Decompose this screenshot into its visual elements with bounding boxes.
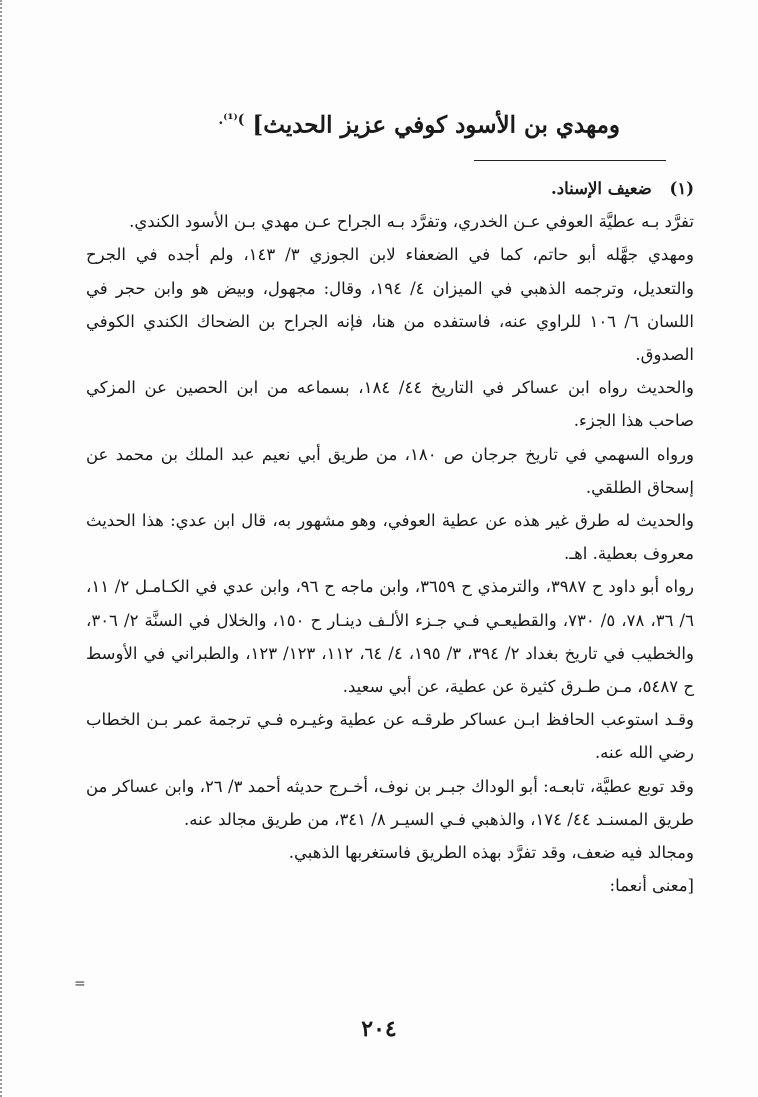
footnote-paragraph: وقد توبع عطيَّة، تابعـه: أبو الوداك جبـر بن نوف، أخـرج حديثه أحمد ٣/ ٢٦، وابن عساكر من طريق المسنـد ٤٤/ ١٧٤، والذهبي فـي السيـر ٨/ ٣٤١، من طريق مجالد عنه.: [86, 776, 694, 829]
footnote-paragraph: ورواه السهمي في تاريخ جرجان ص ١٨٠، من طريق أبي نعيم عبد الملك بن محمد عن إسحاق الطلقي.: [86, 444, 694, 497]
footnote-paragraph: والحديث رواه ابن عساكر في التاريخ ٤٤/ ١٨٤، بسماعه من ابن الحصين عن المزكي صاحب هذا الجزء.: [86, 378, 694, 431]
scan-edge: [0, 0, 10, 1097]
footnote-paragraph: ومجالد فيه ضعف، وقد تفرَّد بهذه الطريق فاستغربها الذهبي.: [288, 843, 694, 863]
footnote-separator: [474, 160, 666, 161]
footnote: [86, 172, 694, 902]
main-text: ومهدي بن الأسود كوفي عزيز الحديث]: [252, 111, 620, 139]
footnote-paragraph: والحديث له طرق غير هذه عن عطية العوفي، وهو مشهور به، قال ابن عدي: هذا الحديث معروف بعطية. اهـ.: [86, 511, 694, 564]
footnote-paragraph: [معنى أنعما:: [609, 876, 694, 896]
footnote-paragraph: تفرَّد بـه عطيَّة العوفي عـن الخدري، وتفرَّد بـه الجراح عـن مهدي بـن الأسود الكندي.: [129, 212, 694, 232]
footnote-number: (١): [669, 179, 694, 198]
main-text-line: [60, 100, 620, 146]
page-number: ٢٠٤: [361, 1016, 397, 1042]
footnote-heading: [86, 172, 694, 205]
footnote-reference: )⁽¹⁾.: [218, 112, 245, 128]
continuation-mark: =: [74, 976, 86, 992]
footnote-grade: ضعيف الإسناد.: [551, 179, 652, 198]
footnote-paragraph: ومهدي جهَّله أبو حاتم، كما في الضعفاء لابن الجوزي ٣/ ١٤٣، ولم أجده في الجرح والتعديل، وترجمه الذهبي في الميزان ٤/ ١٩٤، وقال: مجهول، وبيض هو وابن حجر في اللسان ٦/ ١٠٦ للراوي عنه، فاستفده من هنا، فإنه الجراح بن الضحاك الكندي الكوفي الصدوق.: [86, 245, 694, 365]
footnote-paragraph: وقـد استوعب الحافظ ابـن عساكر طرقـه عن عطية وغيـره فـي ترجمة عمر بـن الخطاب رضي الله عنه.: [86, 710, 694, 763]
footnote-paragraph: رواه أبو داود ح ٣٩٨٧، والترمذي ح ٣٦٥٩، وابن ماجه ح ٩٦، وابن عدي في الكـامـل ٢/ ١١، ٦/ ٣٦، ٧٨، ٥/ ٧٣٠، والقطيعـي فـي جـزء الألـف دينـار ح ١٥٠، والخلال في السنَّة ٢/ ٣٠٦، والخطيب في تاريخ بغداد ٢/ ٣٩٤، ٣/ ١٩٥، ٤/ ٦٤، ١١٢، ١٢٣/ ١٢٣، والطبراني في الأوسط ح ٥٤٨٧، مـن طـرق كثيرة عن عطية، عن أبي سعيد.: [86, 577, 695, 697]
